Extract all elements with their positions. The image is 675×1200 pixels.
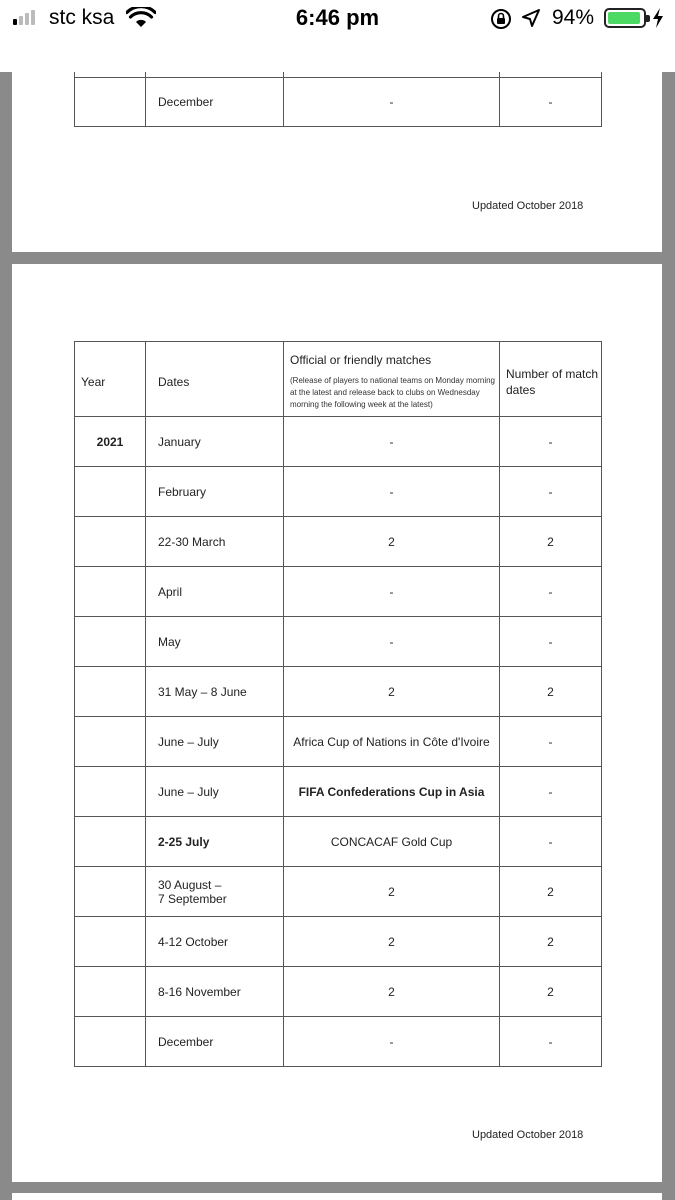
matches-header-title: Official or friendly matches — [290, 353, 432, 367]
number-cell: - — [500, 717, 602, 767]
year-cell — [75, 867, 146, 917]
number-cell: - — [500, 817, 602, 867]
location-icon — [521, 8, 541, 28]
table-row — [75, 767, 602, 817]
matches-cell: 2 — [284, 667, 500, 717]
battery-percent: 94% — [552, 6, 595, 29]
number-cell: - — [500, 767, 602, 817]
number-cell: 2 — [500, 517, 602, 567]
matches-cell: - — [284, 617, 500, 667]
dates-cell: 4-12 October — [146, 917, 284, 967]
table-row — [75, 917, 602, 967]
table-row — [75, 567, 602, 617]
number-cell: 2 — [500, 917, 602, 967]
matches-cell: - — [284, 78, 500, 127]
dates-line: 30 August – — [158, 877, 222, 892]
year-cell — [75, 617, 146, 667]
matches-cell: - — [284, 567, 500, 617]
dates-cell: 8-16 November — [146, 967, 284, 1017]
year-cell — [75, 517, 146, 567]
number-cell: - — [500, 417, 602, 467]
year-header: Year — [75, 342, 146, 417]
table-row — [75, 867, 602, 917]
year-cell — [75, 467, 146, 517]
matches-cell: 2 — [284, 517, 500, 567]
matches-cell: FIFA Confederations Cup in Asia — [284, 767, 500, 817]
schedule-table — [74, 341, 602, 1067]
dates-cell: May — [146, 617, 284, 667]
year-cell: 2021 — [75, 417, 146, 467]
year-cell — [75, 667, 146, 717]
matches-header — [284, 342, 500, 417]
dates-cell: April — [146, 567, 284, 617]
year-cell — [75, 767, 146, 817]
matches-cell: 2 — [284, 867, 500, 917]
number-cell: - — [500, 78, 602, 127]
pdf-page — [12, 264, 662, 1182]
year-cell — [75, 717, 146, 767]
dates-line: 7 September — [158, 891, 227, 906]
charging-bolt-icon — [652, 8, 664, 28]
pdf-viewer[interactable] — [0, 72, 675, 1200]
year-cell — [75, 78, 146, 127]
table-row — [75, 78, 602, 127]
table-row — [75, 967, 602, 1017]
dates-header: Dates — [146, 342, 284, 417]
updated-note: Updated October 2018 — [472, 1129, 584, 1141]
battery-fill — [608, 12, 640, 24]
number-cell: - — [500, 617, 602, 667]
number-cell: 2 — [500, 667, 602, 717]
number-header: Number of match dates — [500, 342, 602, 417]
matches-cell: - — [284, 1017, 500, 1067]
updated-note: Updated October 2018 — [472, 200, 584, 212]
table-row — [75, 717, 602, 767]
dates-cell: June – July — [146, 767, 284, 817]
dates-cell: January — [146, 417, 284, 467]
battery-icon — [604, 8, 646, 28]
pdf-page — [12, 72, 662, 252]
matches-cell: Africa Cup of Nations in Côte d'Ivoire — [284, 717, 500, 767]
rotation-lock-icon — [490, 8, 512, 30]
table-row — [75, 467, 602, 517]
matches-cell: - — [284, 467, 500, 517]
table-row — [75, 517, 602, 567]
pdf-page — [12, 1193, 662, 1200]
year-cell — [75, 917, 146, 967]
number-cell: - — [500, 467, 602, 517]
dates-cell: December — [146, 1017, 284, 1067]
dates-cell: December — [146, 78, 284, 127]
year-cell — [75, 567, 146, 617]
dates-cell — [146, 867, 284, 917]
year-cell — [75, 1017, 146, 1067]
matches-cell: CONCACAF Gold Cup — [284, 817, 500, 867]
matches-header-note: (Release of players to national teams on Monday morning at the latest and release back to clubs on Wednesday morning the following week at the latest) — [290, 376, 495, 409]
dates-cell: 22-30 March — [146, 517, 284, 567]
matches-cell: - — [284, 417, 500, 467]
schedule-table — [74, 72, 602, 127]
table-row — [75, 817, 602, 867]
table-row — [75, 1017, 602, 1067]
matches-cell: 2 — [284, 917, 500, 967]
year-cell — [75, 967, 146, 1017]
number-cell: 2 — [500, 967, 602, 1017]
dates-cell: June – July — [146, 717, 284, 767]
address-bar[interactable] — [0, 36, 675, 72]
carrier-name: stc ksa — [49, 6, 115, 29]
year-cell — [75, 817, 146, 867]
number-cell: - — [500, 567, 602, 617]
number-cell: 2 — [500, 867, 602, 917]
table-row — [75, 617, 602, 667]
dates-cell: 31 May – 8 June — [146, 667, 284, 717]
table-header-row — [75, 342, 602, 417]
table-row — [75, 417, 602, 467]
clock: 6:46 pm — [295, 5, 380, 30]
status-bar — [0, 0, 675, 36]
dates-cell: 2-25 July — [146, 817, 284, 867]
number-cell: - — [500, 1017, 602, 1067]
matches-cell: 2 — [284, 967, 500, 1017]
dates-cell: February — [146, 467, 284, 517]
table-row — [75, 667, 602, 717]
